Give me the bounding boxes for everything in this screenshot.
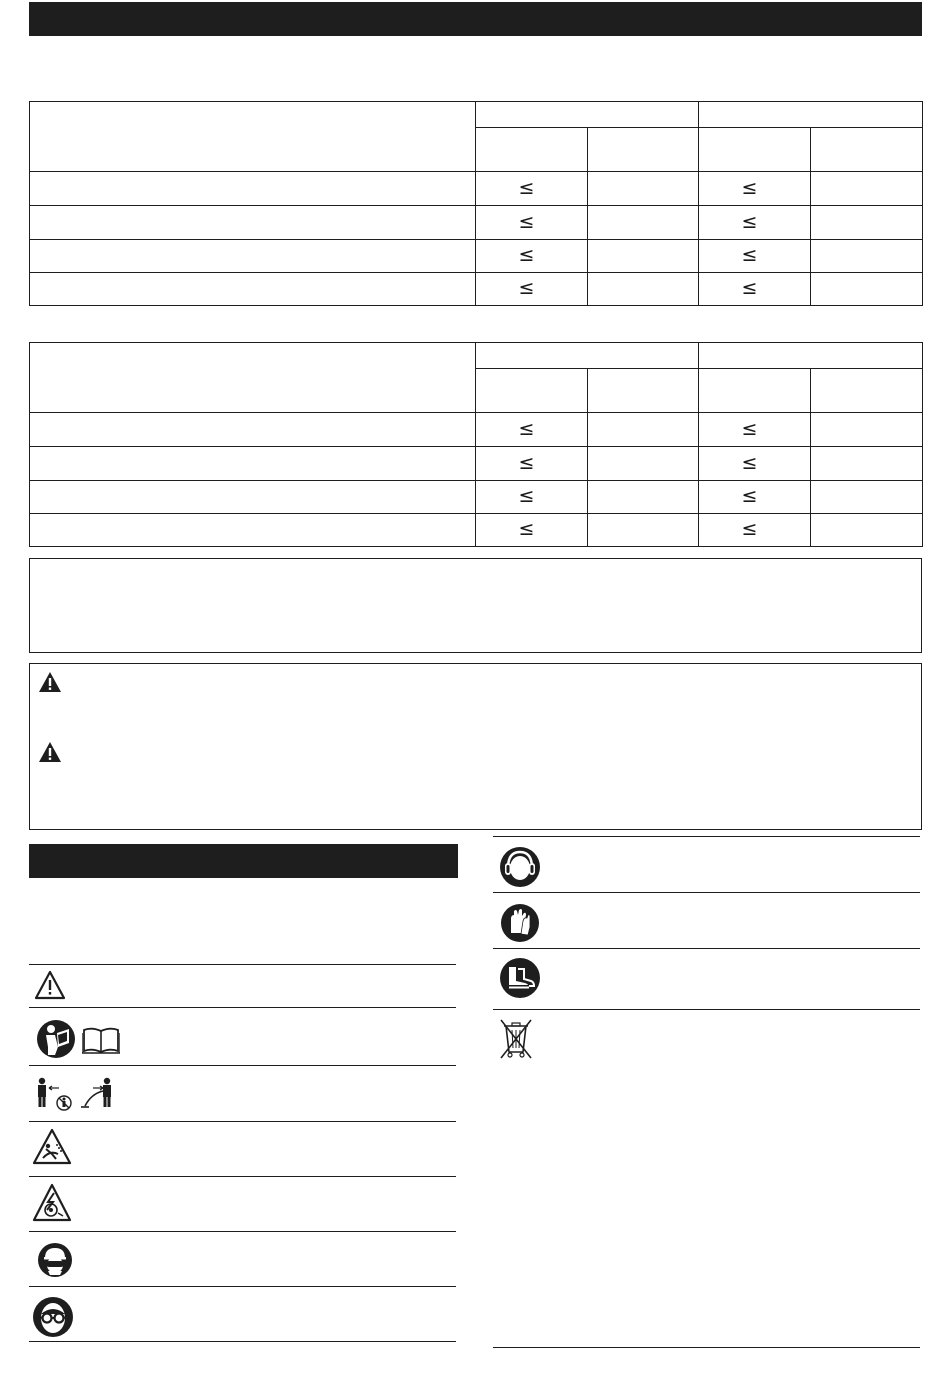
table-group-header	[476, 343, 699, 369]
value-cell	[588, 413, 699, 447]
less-or-equal-cell: ≤	[741, 451, 758, 474]
divider	[29, 1065, 456, 1066]
less-or-equal-cell: ≤	[518, 210, 535, 233]
table-row	[30, 240, 923, 273]
divider	[29, 1231, 456, 1232]
spec-table-2	[29, 342, 923, 547]
table-row	[30, 273, 923, 306]
section-header-bar	[29, 2, 922, 36]
table-row	[30, 172, 923, 206]
protective-gloves-icon	[500, 903, 540, 943]
row-label	[30, 481, 476, 514]
value-cell	[811, 172, 923, 206]
less-or-equal-cell: ≤	[741, 244, 758, 266]
value-cell	[588, 206, 699, 240]
warning-triangle-icon	[38, 671, 62, 693]
value-cell	[811, 206, 923, 240]
divider	[493, 1347, 920, 1348]
divider	[29, 964, 456, 965]
divider	[493, 1009, 920, 1010]
table-header-label	[30, 343, 476, 413]
less-or-equal-cell: ≤	[741, 518, 758, 540]
table-row	[30, 481, 923, 514]
row-label	[30, 413, 476, 447]
row-label	[30, 240, 476, 273]
row-label	[30, 514, 476, 547]
table-row	[30, 413, 923, 447]
table-group-header	[699, 102, 923, 128]
warning-box	[29, 663, 922, 830]
thrown-objects-icon	[32, 1128, 72, 1166]
row-label	[30, 447, 476, 481]
less-or-equal-cell: ≤	[518, 244, 535, 266]
row-label	[30, 206, 476, 240]
divider	[29, 1176, 456, 1177]
value-cell	[811, 481, 923, 514]
table-subheader	[476, 128, 588, 172]
divider	[493, 948, 920, 949]
less-or-equal-cell: ≤	[518, 176, 535, 199]
spec-table-1	[29, 101, 923, 306]
table-row	[30, 514, 923, 547]
divider	[493, 892, 920, 893]
less-or-equal-cell: ≤	[741, 277, 758, 299]
table-subheader	[699, 369, 811, 413]
table-subheader	[699, 128, 811, 172]
table-group-header	[476, 102, 699, 128]
table-subheader	[588, 369, 699, 413]
row-label	[30, 172, 476, 206]
table-subheader	[476, 369, 588, 413]
ear-protection-icon	[499, 846, 541, 888]
table-row	[30, 447, 923, 481]
value-cell	[588, 172, 699, 206]
value-cell	[811, 273, 923, 306]
less-or-equal-cell: ≤	[741, 176, 758, 199]
keep-bystanders-away-icon	[33, 1076, 115, 1112]
crossed-out-bin-icon	[498, 1018, 534, 1060]
value-cell	[588, 273, 699, 306]
blade-kickback-icon	[32, 1183, 72, 1223]
value-cell	[588, 447, 699, 481]
value-cell	[811, 447, 923, 481]
safety-boots-icon	[499, 957, 541, 999]
less-or-equal-cell: ≤	[741, 210, 758, 233]
value-cell	[588, 481, 699, 514]
book-icon	[82, 1026, 120, 1054]
divider	[29, 1121, 456, 1122]
divider	[29, 1341, 456, 1342]
divider	[29, 1007, 456, 1008]
value-cell	[588, 240, 699, 273]
divider	[493, 836, 920, 837]
less-or-equal-cell: ≤	[518, 277, 535, 299]
row-label	[30, 273, 476, 306]
table-subheader	[811, 369, 923, 413]
warning-triangle-icon	[38, 741, 62, 763]
less-or-equal-cell: ≤	[741, 417, 758, 440]
table-group-header	[699, 343, 923, 369]
less-or-equal-cell: ≤	[518, 518, 535, 540]
helmet-and-eye-protection-icon	[37, 1242, 73, 1278]
value-cell	[588, 514, 699, 547]
table-row	[30, 206, 923, 240]
warning-triangle-icon	[34, 969, 66, 1001]
note-box	[29, 558, 922, 653]
table-header-label	[30, 102, 476, 172]
less-or-equal-cell: ≤	[518, 485, 535, 507]
eye-protection-icon	[32, 1296, 74, 1338]
symbols-section-header-bar	[29, 844, 458, 878]
less-or-equal-cell: ≤	[741, 485, 758, 507]
read-manual-icon	[36, 1019, 76, 1059]
less-or-equal-cell: ≤	[518, 417, 535, 440]
value-cell	[811, 413, 923, 447]
table-subheader	[811, 128, 923, 172]
value-cell	[811, 240, 923, 273]
divider	[29, 1286, 456, 1287]
value-cell	[811, 514, 923, 547]
less-or-equal-cell: ≤	[518, 451, 535, 474]
table-subheader	[588, 128, 699, 172]
